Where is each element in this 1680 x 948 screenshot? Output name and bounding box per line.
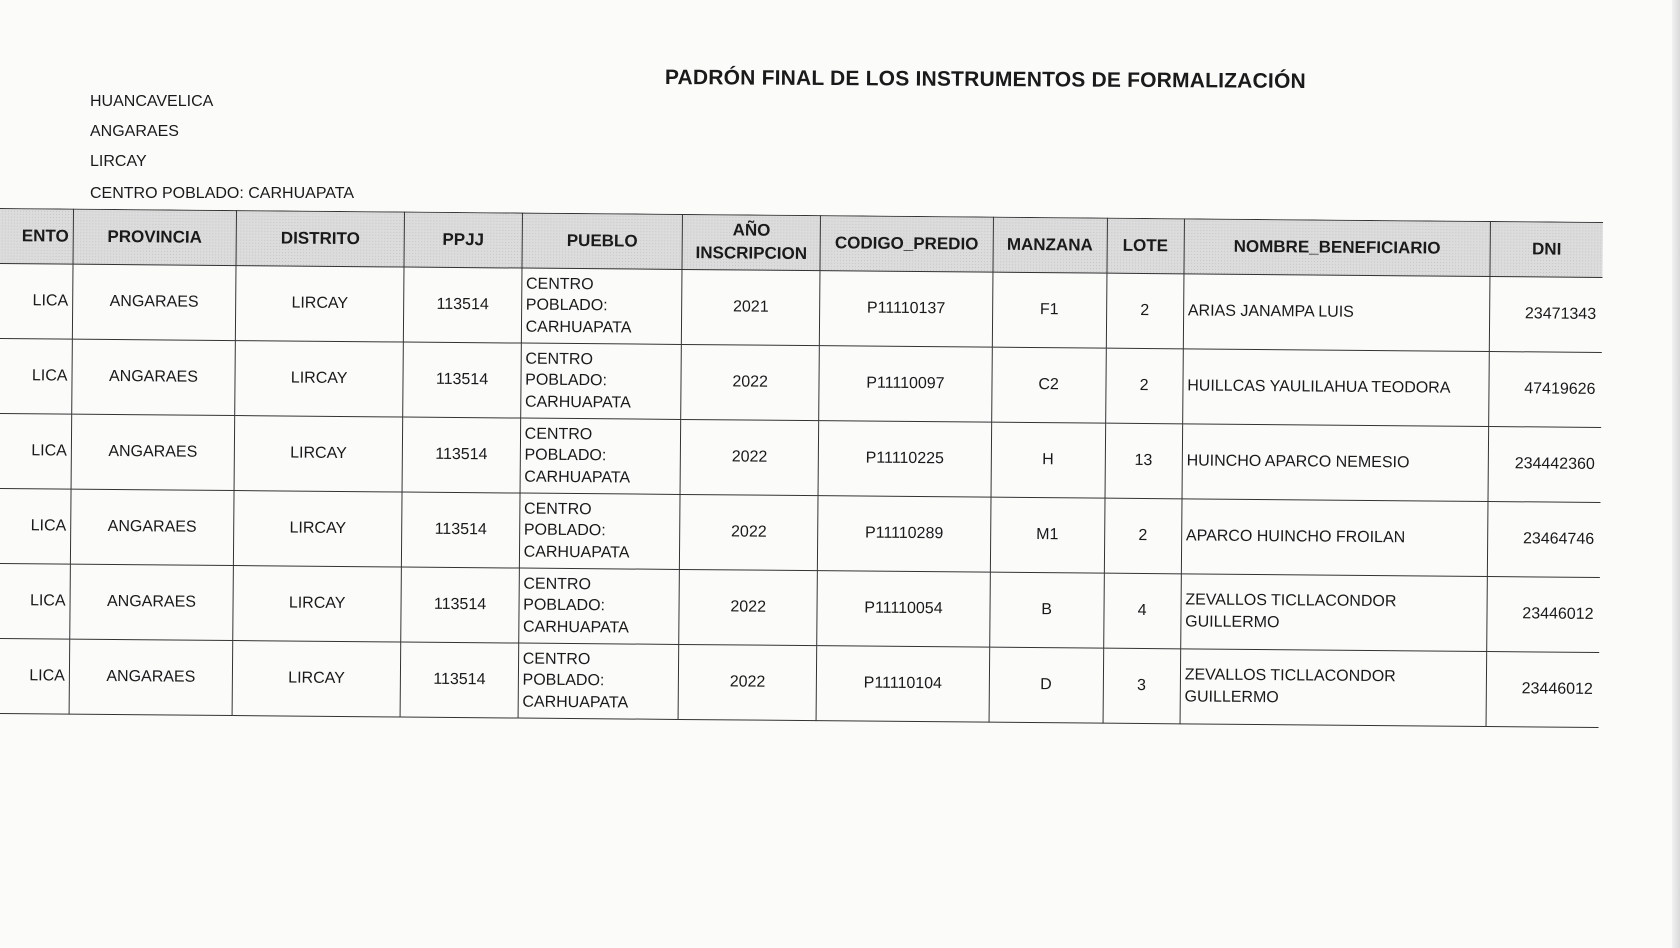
cell-departamento: LICA	[0, 488, 71, 564]
cell-anio: 2022	[681, 344, 820, 420]
cell-anio: 2022	[678, 644, 817, 720]
cell-manzana: M1	[990, 497, 1104, 573]
cell-ppjj: 113514	[402, 417, 520, 493]
col-header-pueblo: PUEBLO	[522, 213, 683, 269]
cell-pueblo: CENTRO POBLADO: CARHUAPATA	[521, 268, 682, 344]
cell-lote: 4	[1103, 573, 1181, 649]
cell-distrito: LIRCAY	[235, 266, 404, 342]
cell-dni: 23464746	[1487, 501, 1600, 577]
cell-dni: 47419626	[1489, 352, 1602, 428]
cell-dni: 23446012	[1487, 576, 1600, 652]
cell-lote: 3	[1103, 648, 1181, 724]
table-row	[0, 563, 1600, 653]
cell-ppjj: 113514	[402, 492, 520, 568]
cell-ppjj: 113514	[404, 267, 522, 343]
cell-pueblo: CENTRO POBLADO: CARHUAPATA	[519, 493, 680, 569]
location-departamento: HUANCAVELICA	[90, 93, 214, 110]
cell-codigo: P11110054	[817, 571, 990, 648]
cell-codigo: P11110137	[819, 271, 992, 348]
cell-anio: 2022	[680, 494, 819, 570]
table-row	[0, 488, 1600, 578]
cell-distrito: LIRCAY	[233, 566, 402, 642]
cell-distrito: LIRCAY	[232, 641, 401, 717]
cell-distrito: LIRCAY	[234, 416, 403, 492]
padron-table	[0, 208, 1603, 728]
cell-departamento: LICA	[0, 338, 72, 414]
cell-anio: 2022	[679, 569, 818, 645]
cell-departamento: LICA	[0, 638, 70, 714]
cell-anio: 2021	[682, 269, 821, 345]
table-row	[0, 413, 1601, 503]
cell-lote: 2	[1106, 273, 1184, 349]
table-row	[0, 638, 1599, 728]
cell-pueblo: CENTRO POBLADO: CARHUAPATA	[518, 568, 679, 644]
cell-pueblo: CENTRO POBLADO: CARHUAPATA	[520, 418, 681, 494]
cell-lote: 13	[1105, 423, 1183, 499]
table-row	[0, 263, 1602, 353]
cell-distrito: LIRCAY	[233, 491, 402, 567]
col-header-manzana: MANZANA	[993, 217, 1107, 273]
cell-lote: 2	[1104, 498, 1182, 574]
cell-departamento: LICA	[0, 413, 72, 489]
cell-manzana: C2	[991, 347, 1105, 423]
col-header-provincia: PROVINCIA	[73, 209, 236, 265]
location-centro-poblado: CENTRO POBLADO: CARHUAPATA	[90, 185, 355, 202]
cell-ppjj: 113514	[403, 342, 521, 418]
cell-departamento: LICA	[0, 263, 73, 339]
cell-nombre: ZEVALLOS TICLLACONDOR GUILLERMO	[1180, 574, 1487, 652]
col-header-ppjj: PPJJ	[404, 212, 522, 268]
cell-provincia: ANGARAES	[72, 264, 236, 340]
cell-dni: 23471343	[1489, 277, 1602, 353]
cell-departamento: LICA	[0, 563, 70, 639]
col-header-anio: AÑO INSCRIPCION	[682, 214, 820, 270]
page-title: PADRÓN FINAL DE LOS INSTRUMENTOS DE FORMALIZACIÓN	[664, 66, 1306, 93]
cell-dni: 234442360	[1488, 426, 1601, 502]
cell-nombre: HUINCHO APARCO NEMESIO	[1182, 424, 1489, 502]
cell-provincia: ANGARAES	[72, 339, 236, 415]
padron-table-wrapper	[0, 208, 1665, 753]
page-edge	[1672, 0, 1680, 948]
location-distrito: LIRCAY	[90, 153, 147, 170]
cell-nombre: APARCO HUINCHO FROILAN	[1181, 499, 1488, 577]
cell-provincia: ANGARAES	[71, 414, 235, 490]
cell-ppjj: 113514	[400, 642, 518, 718]
table-row	[0, 338, 1602, 428]
cell-lote: 2	[1105, 348, 1183, 424]
cell-provincia: ANGARAES	[69, 639, 233, 715]
cell-nombre: ZEVALLOS TICLLACONDOR GUILLERMO	[1180, 649, 1487, 727]
cell-provincia: ANGARAES	[70, 489, 234, 565]
cell-nombre: ARIAS JANAMPA LUIS	[1183, 274, 1490, 352]
cell-dni: 23446012	[1486, 651, 1599, 727]
col-header-distrito: DISTRITO	[236, 211, 405, 267]
location-provincia: ANGARAES	[90, 123, 179, 140]
cell-codigo: P11110289	[818, 496, 991, 573]
cell-pueblo: CENTRO POBLADO: CARHUAPATA	[520, 343, 681, 419]
cell-nombre: HUILLCAS YAULILAHUA TEODORA	[1182, 349, 1489, 427]
col-header-departamento: ENTO	[0, 208, 73, 264]
cell-codigo: P11110225	[818, 421, 991, 498]
cell-codigo: P11110097	[819, 346, 992, 423]
cell-provincia: ANGARAES	[70, 564, 234, 640]
col-header-dni: DNI	[1490, 222, 1603, 278]
cell-ppjj: 113514	[401, 567, 519, 643]
cell-manzana: H	[991, 422, 1105, 498]
col-header-nombre: NOMBRE_BENEFICIARIO	[1184, 219, 1491, 277]
cell-anio: 2022	[680, 419, 819, 495]
col-header-lote: LOTE	[1106, 218, 1184, 274]
cell-distrito: LIRCAY	[235, 341, 404, 417]
cell-manzana: D	[989, 647, 1103, 723]
cell-manzana: B	[989, 572, 1103, 648]
col-header-codigo: CODIGO_PREDIO	[820, 216, 993, 273]
cell-manzana: F1	[992, 272, 1106, 348]
cell-codigo: P11110104	[816, 646, 989, 723]
cell-pueblo: CENTRO POBLADO: CARHUAPATA	[518, 643, 679, 719]
